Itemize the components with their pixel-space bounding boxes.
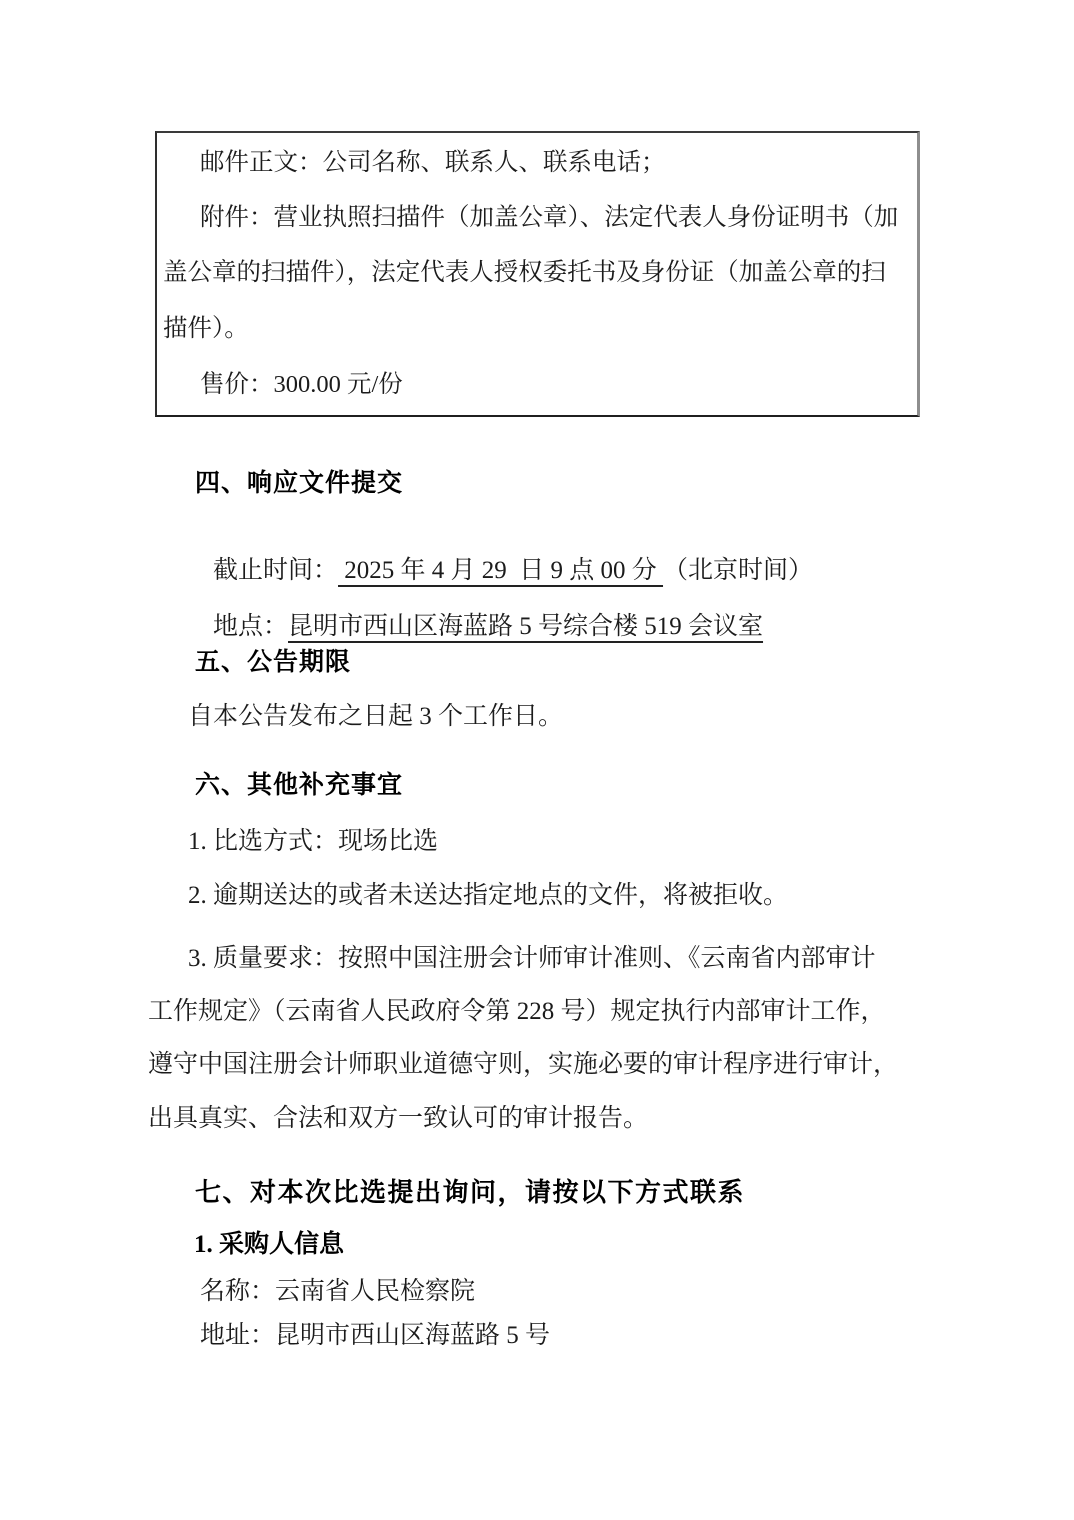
section4-heading: 四、响应文件提交 bbox=[195, 469, 404, 497]
notice-attachment-line-2: 盖公章的扫描件），法定代表人授权委托书及身份证（加盖公章的扫 bbox=[163, 259, 886, 286]
section6-heading: 六、其他补充事宜 bbox=[195, 771, 404, 799]
deadline-suffix: （北京时间） bbox=[663, 557, 814, 584]
location-value: 昆明市西山区海蓝路 5 号综合楼 519 会议室 bbox=[288, 613, 764, 640]
notice-attachment-line-1: 附件：营业执照扫描件（加盖公章）、法定代表人身份证明书（加 bbox=[200, 204, 899, 231]
notice-attachment-line-3: 描件）。 bbox=[163, 315, 249, 342]
deadline-value: 2025 年 4 月 29 日 9 点 00 分 bbox=[338, 557, 664, 584]
notice-email-body-line: 邮件正文：公司名称、联系人、联系电话； bbox=[200, 149, 666, 176]
location-label: 地点： bbox=[213, 613, 289, 640]
section6-item2: 2. 逾期送达的或者未送达指定地点的文件，将被拒收。 bbox=[188, 882, 789, 909]
section7-heading: 七、对本次比选提出询问，请按以下方式联系 bbox=[195, 1177, 746, 1207]
section6-item1: 1. 比选方式：现场比选 bbox=[188, 828, 439, 855]
section5-body: 自本公告发布之日起 3 个工作日。 bbox=[188, 703, 564, 730]
purchaser-name-line: 名称：云南省人民检察院 bbox=[200, 1278, 476, 1305]
section6-item3-line1: 3. 质量要求：按照中国注册会计师审计准则、《云南省内部审计 bbox=[188, 945, 876, 972]
purchaser-address-line: 地址：昆明市西山区海蓝路 5 号 bbox=[200, 1322, 551, 1349]
notice-box bbox=[155, 131, 920, 417]
section6-item3-line3: 遵守中国注册会计师职业道德守则，实施必要的审计程序进行审计， bbox=[148, 1051, 899, 1078]
section6-item3-line2: 工作规定》（云南省人民政府令第 228 号）规定执行内部审计工作， bbox=[148, 998, 886, 1025]
section5-heading: 五、公告期限 bbox=[195, 648, 352, 676]
section6-item3-line4: 出具真实、合法和双方一致认可的审计报告。 bbox=[148, 1105, 649, 1132]
notice-price-line: 售价：300.00 元/份 bbox=[200, 371, 403, 398]
section7-subheading: 1. 采购人信息 bbox=[194, 1231, 345, 1258]
deadline-label: 截止时间： bbox=[213, 557, 339, 584]
